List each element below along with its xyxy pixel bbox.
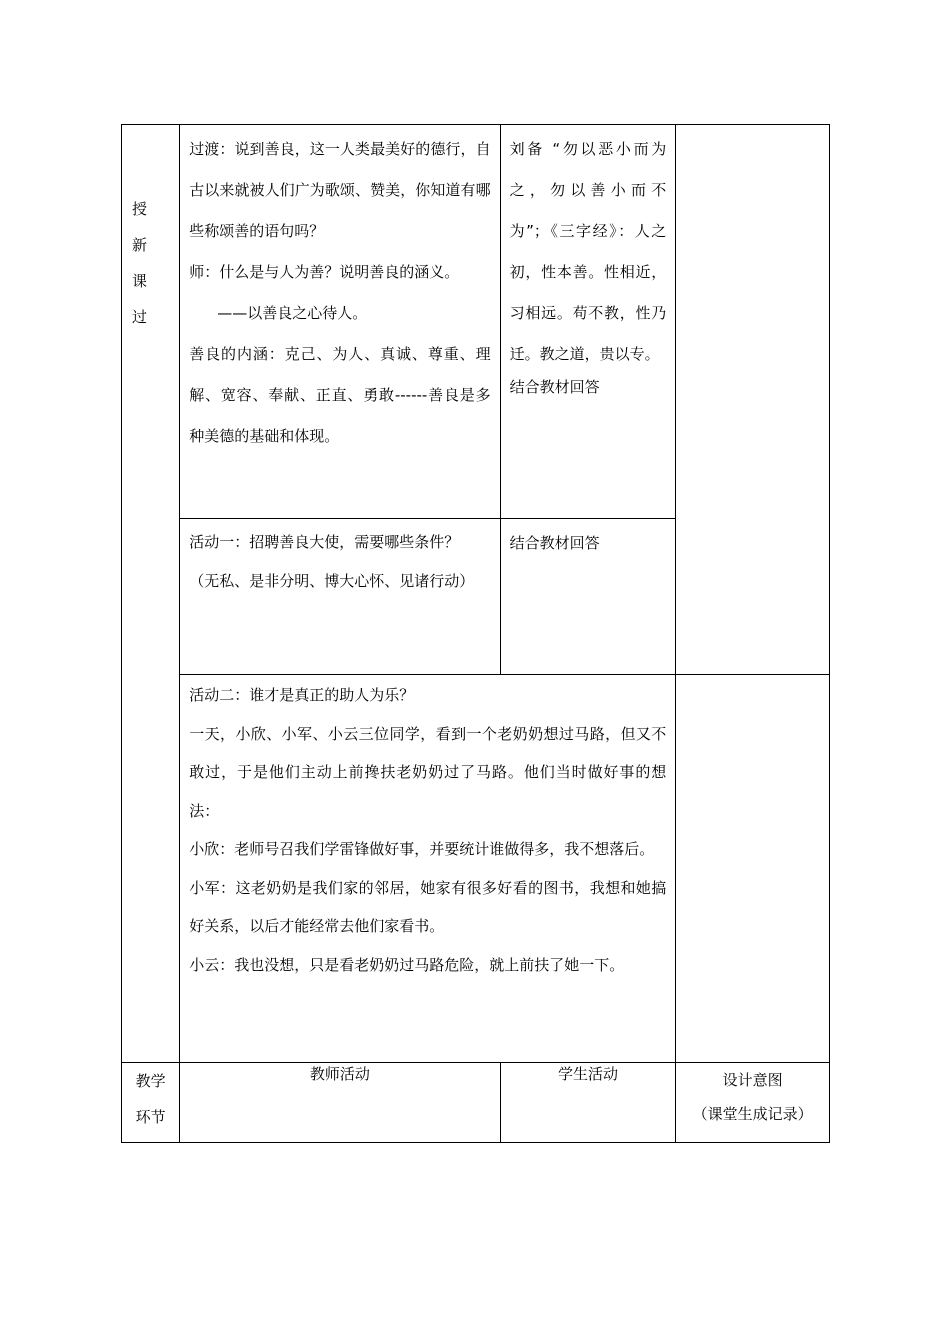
stage-char: 授: [132, 200, 148, 218]
teacher-activity-cell: [180, 519, 500, 675]
design-intent-header-line: （课堂生成记录）: [692, 1105, 813, 1123]
teacher-activity-cell: [180, 125, 500, 519]
design-intent-cell: [676, 675, 830, 1063]
teacher-paragraph: 小云：我也没想，只是看老奶奶过马路危险，就上前扶了她一下。: [189, 955, 625, 974]
teacher-paragraph: 小欣：老师号召我们学雷锋做好事，并要统计谁做得多，我不想落后。: [189, 840, 655, 858]
design-intent-header: [676, 1063, 830, 1143]
student-activity-cell: [500, 125, 676, 519]
teacher-paragraph: 小军：这老奶奶是我们家的邻居，她家有很多好看的图书，我想和她搞好关系，以后才能经常去他们家看书。: [189, 878, 667, 935]
teacher-paragraph: 活动一：招聘善良大使，需要哪些条件？: [189, 533, 460, 551]
student-paragraph: 结合教材回答: [509, 534, 600, 552]
teacher-activity-cell: [180, 675, 676, 1063]
design-intent-header-line: 设计意图: [722, 1071, 783, 1089]
teacher-activity-header: 教师活动: [180, 1063, 500, 1143]
teacher-paragraph: 师：什么是与人为善？说明善良的涵义。: [189, 263, 460, 281]
student-paragraph: 刘备 “勿以恶小而为之，勿以善小而不为”；《三字经》：人之初，性本善。性相近，习相远。苟不教，性乃迁。教之道，贵以专。: [509, 140, 667, 363]
teacher-paragraph: （无私、是非分明、博大心怀、见诸行动）: [189, 572, 475, 590]
teacher-paragraph: 过渡：说到善良，这一人类最美好的德行，自古以来就被人们广为歌颂、赞美，你知道有哪些称颂善的语句吗？: [189, 140, 491, 240]
design-intent-cell: [676, 125, 830, 675]
table-row: [122, 125, 830, 519]
stage-cell: [122, 125, 180, 1063]
header-row: [122, 1063, 830, 1143]
student-activity-cell: [500, 519, 676, 675]
teacher-paragraph: ——以善良之心待人。: [217, 304, 368, 322]
stage-char: 课: [132, 272, 148, 290]
table-row: [122, 675, 830, 1063]
stage-header-line: 教学: [135, 1072, 166, 1090]
student-activity-header: 学生活动: [500, 1063, 676, 1143]
teacher-paragraph: 活动二：谁才是真正的助人为乐？: [189, 686, 415, 704]
teacher-paragraph: 一天，小欣、小军、小云三位同学，看到一个老奶奶想过马路，但又不敢过，于是他们主动上前搀扶老奶奶过了马路。他们当时做好事的想法：: [189, 724, 667, 820]
teacher-paragraph: 善良的内涵：克己、为人、真诚、尊重、理解、宽容、奉献、正直、勇敢------善良是多种美德的基础和体现。: [189, 345, 491, 445]
stage-header: [122, 1063, 180, 1143]
lesson-plan-table: [121, 124, 830, 1143]
stage-header-line: 环节: [135, 1108, 166, 1126]
stage-label: [122, 125, 179, 335]
stage-char: 新: [132, 236, 148, 254]
student-paragraph: 结合教材回答: [509, 378, 600, 396]
stage-char: 过: [132, 308, 148, 326]
